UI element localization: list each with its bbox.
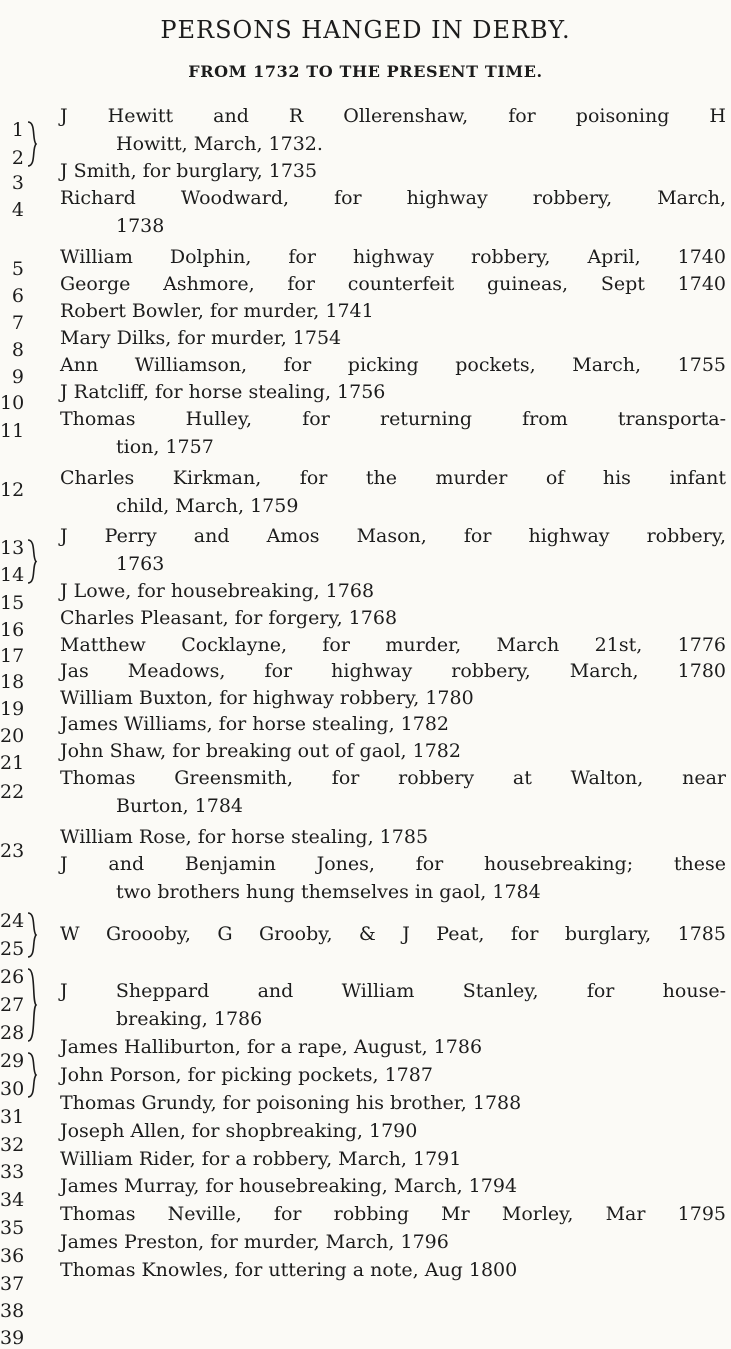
entry-number: 1 (11, 119, 24, 141)
entry-text: Matthew Cocklayne, for murder, March 21st, 1776 (60, 634, 726, 656)
entry-text-continued: 1738 (116, 215, 165, 237)
entry-number: 17 (0, 645, 25, 667)
entry-text: Jas Meadows, for highway robbery, March, 1780 (60, 660, 726, 682)
entry-number: 37 (0, 1273, 25, 1295)
entry-number: 33 (0, 1161, 25, 1183)
entry-number: 34 (0, 1189, 25, 1211)
entry-text: Thomas Greensmith, for robbery at Walton, near (60, 767, 726, 789)
entry-number: 12 (0, 479, 25, 501)
entry-text: William Rider, for a robbery, March, 1791 (60, 1148, 462, 1170)
entry-number: 7 (11, 312, 24, 334)
entry-text: Thomas Grundy, for poisoning his brother, 1788 (60, 1092, 522, 1114)
entry-text: James Preston, for murder, March, 1796 (60, 1231, 449, 1253)
entry-text-continued: breaking, 1786 (116, 1008, 263, 1030)
brace-mark (24, 539, 44, 584)
entry-text: William Buxton, for highway robbery, 1780 (60, 687, 474, 709)
entry-text: James Halliburton, for a rape, August, 1786 (60, 1036, 483, 1058)
entry-number: 11 (0, 420, 25, 442)
entry-text: James Williams, for horse stealing, 1782 (60, 713, 449, 735)
entry-text: Thomas Knowles, for uttering a note, Aug 1800 (60, 1259, 518, 1281)
entry-text: J Hewitt and R Ollerenshaw, for poisoning H (60, 105, 726, 127)
entry-number: 14 (0, 564, 25, 586)
entry-text: Ann Williamson, for picking pockets, March, 1755 (60, 354, 726, 376)
entry-text-continued: 1763 (116, 553, 165, 575)
entry-text: Joseph Allen, for shopbreaking, 1790 (60, 1120, 418, 1142)
entry-text: James Murray, for housebreaking, March, 1794 (60, 1175, 518, 1197)
entry-text-continued: child, March, 1759 (116, 495, 299, 517)
entry-text: Thomas Neville, for robbing Mr Morley, Mar 1795 (60, 1203, 726, 1225)
entry-text: John Porson, for picking pockets, 1787 (60, 1064, 433, 1086)
entry-text: J Lowe, for housebreaking, 1768 (60, 580, 375, 602)
entry-number: 8 (11, 339, 24, 361)
entry-text: Richard Woodward, for highway robbery, March, (60, 187, 726, 209)
entry-text-continued: tion, 1757 (116, 436, 214, 458)
entry-number: 13 (0, 537, 25, 559)
entry-number: 6 (11, 285, 24, 307)
entry-text: J Ratcliff, for horse stealing, 1756 (60, 381, 386, 403)
entry-number: 3 (11, 172, 24, 194)
entry-number: 9 (11, 366, 24, 388)
entry-number: 10 (0, 392, 25, 414)
entry-text-continued: Howitt, March, 1732. (116, 133, 323, 155)
entry-text: J and Benjamin Jones, for housebreaking; these (60, 853, 726, 875)
entry-number: 28 (0, 1022, 25, 1044)
brace-mark (24, 968, 44, 1042)
entry-number: 30 (0, 1078, 25, 1100)
entry-text: William Rose, for horse stealing, 1785 (60, 826, 429, 848)
page-subtitle: FROM 1732 TO THE PRESENT TIME. (188, 62, 543, 81)
brace-mark (24, 912, 44, 958)
entry-number: 4 (11, 199, 24, 221)
entry-text: Charles Kirkman, for the murder of his infant (60, 467, 726, 489)
entry-text: John Shaw, for breaking out of gaol, 1782 (60, 740, 461, 762)
entry-number: 39 (0, 1327, 25, 1349)
entry-number: 32 (0, 1134, 25, 1156)
entry-number: 21 (0, 752, 25, 774)
entry-text: Robert Bowler, for murder, 1741 (60, 300, 374, 322)
entry-number: 2 (11, 147, 24, 169)
entry-number: 19 (0, 698, 25, 720)
entry-text: W Groooby, G Grooby, & J Peat, for burglary, 1785 (60, 923, 726, 945)
entry-number: 27 (0, 994, 25, 1016)
entry-number: 38 (0, 1300, 25, 1322)
brace-mark (24, 121, 44, 167)
entry-number: 15 (0, 592, 25, 614)
entry-number: 25 (0, 938, 25, 960)
entry-text: J Sheppard and William Stanley, for house- (60, 980, 726, 1002)
entry-number: 31 (0, 1106, 25, 1128)
entry-text: Mary Dilks, for murder, 1754 (60, 327, 342, 349)
entry-number: 24 (0, 910, 25, 932)
entry-number: 36 (0, 1245, 25, 1267)
entry-text: Thomas Hulley, for returning from transporta- (60, 408, 726, 430)
entry-number: 5 (11, 258, 24, 280)
entry-number: 26 (0, 966, 25, 988)
entry-text: J Smith, for burglary, 1735 (60, 160, 318, 182)
entry-number: 22 (0, 781, 25, 803)
entry-number: 16 (0, 619, 25, 641)
entry-text-continued: two brothers hung themselves in gaol, 1784 (116, 881, 541, 903)
entry-text: J Perry and Amos Mason, for highway robbery, (60, 525, 726, 547)
brace-mark (24, 1052, 44, 1098)
entry-number: 35 (0, 1217, 25, 1239)
entry-number: 20 (0, 725, 25, 747)
entry-text-continued: Burton, 1784 (116, 795, 244, 817)
page-title: PERSONS HANGED IN DERBY. (160, 16, 571, 44)
entry-number: 18 (0, 671, 25, 693)
entry-number: 29 (0, 1050, 25, 1072)
entry-text: Charles Pleasant, for forgery, 1768 (60, 607, 398, 629)
entry-number: 23 (0, 840, 25, 862)
entry-text: William Dolphin, for highway robbery, April, 1740 (60, 246, 726, 268)
entry-text: George Ashmore, for counterfeit guineas, Sept 1740 (60, 273, 726, 295)
